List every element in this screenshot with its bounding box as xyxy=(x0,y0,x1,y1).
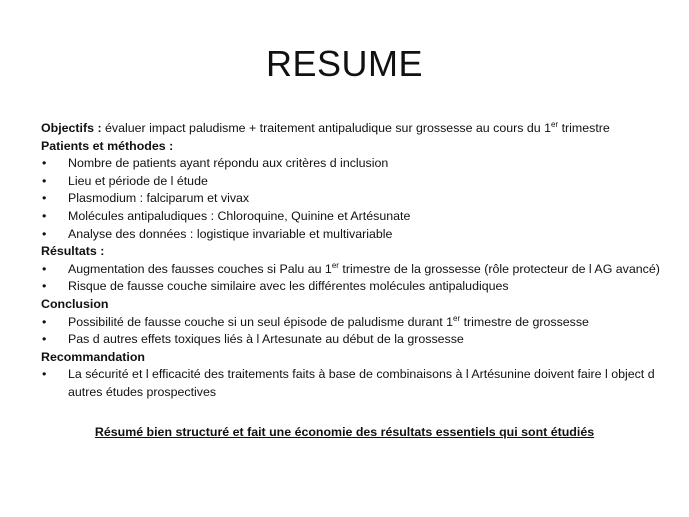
objectifs-paragraph xyxy=(41,120,661,138)
list-item-text: Possibilité de fausse couche si un seul épisode de paludisme durant 1 xyxy=(68,314,454,329)
list-item xyxy=(41,278,661,296)
bullet-icon: • xyxy=(42,332,47,347)
objectifs-text: évaluer impact paludisme + traitement antipaludique sur grossesse au cours du 1 xyxy=(101,121,552,135)
resultats-heading: Résultats : xyxy=(41,244,105,259)
bullet-icon: • xyxy=(42,208,47,223)
bullet-icon: • xyxy=(42,279,47,294)
list-item-text-tail: trimestre de la grossesse (rôle protecteur de l AG avancé) xyxy=(338,261,660,276)
list-item-text: La sécurité et l efficacité des traitements faits à base de combinaisons à l Artésunine doivent faire l object d autres études prospectives xyxy=(68,367,655,399)
list-item xyxy=(41,155,661,173)
list-item xyxy=(41,226,661,244)
list-item-text: Analyse des données : logistique invariable et multivariable xyxy=(68,226,393,241)
bullet-icon: • xyxy=(42,173,47,188)
list-item-text: Risque de fausse couche similaire avec les différentes molécules antipaludiques xyxy=(68,279,509,294)
conclusion-heading: Conclusion xyxy=(41,296,109,311)
bullet-icon: • xyxy=(42,226,47,241)
objectifs-label: Objectifs : xyxy=(41,121,102,135)
superscript: er xyxy=(453,313,461,323)
recommandation-heading: Recommandation xyxy=(41,349,145,364)
list-item-text: Lieu et période de l étude xyxy=(68,173,208,188)
list-item-text-tail: trimestre de grossesse xyxy=(460,314,589,329)
list-item-text: Pas d autres effets toxiques liés à l Artesunate au début de la grossesse xyxy=(68,332,464,347)
objectifs-tail: trimestre xyxy=(558,121,610,135)
list-item xyxy=(41,190,661,208)
bullet-icon: • xyxy=(42,156,47,171)
list-item xyxy=(41,366,661,401)
list-item xyxy=(41,173,661,191)
patients-heading: Patients et méthodes : xyxy=(41,138,174,153)
list-item xyxy=(41,331,661,349)
list-item-text: Molécules antipaludiques : Chloroquine, Quinine et Artésunate xyxy=(68,208,411,223)
summary-content xyxy=(41,120,661,402)
list-item xyxy=(41,208,661,226)
list-item-text: Augmentation des fausses couches si Palu au 1 xyxy=(68,261,332,276)
page-title: RESUME xyxy=(265,43,424,84)
list-item xyxy=(41,314,661,332)
list-item-text: Nombre de patients ayant répondu aux critères d inclusion xyxy=(68,156,389,171)
list-item-text: Plasmodium : falciparum et vivax xyxy=(68,191,250,206)
bullet-icon: • xyxy=(42,314,47,329)
bullet-icon: • xyxy=(42,191,47,206)
bullet-icon: • xyxy=(42,261,47,276)
list-item xyxy=(41,261,661,279)
superscript: er xyxy=(331,260,339,270)
objectifs-superscript: er xyxy=(551,119,559,129)
footer-remark: Résumé bien structuré et fait une économie des résultats essentiels qui sont étudiés xyxy=(94,425,595,439)
bullet-icon: • xyxy=(42,367,47,382)
